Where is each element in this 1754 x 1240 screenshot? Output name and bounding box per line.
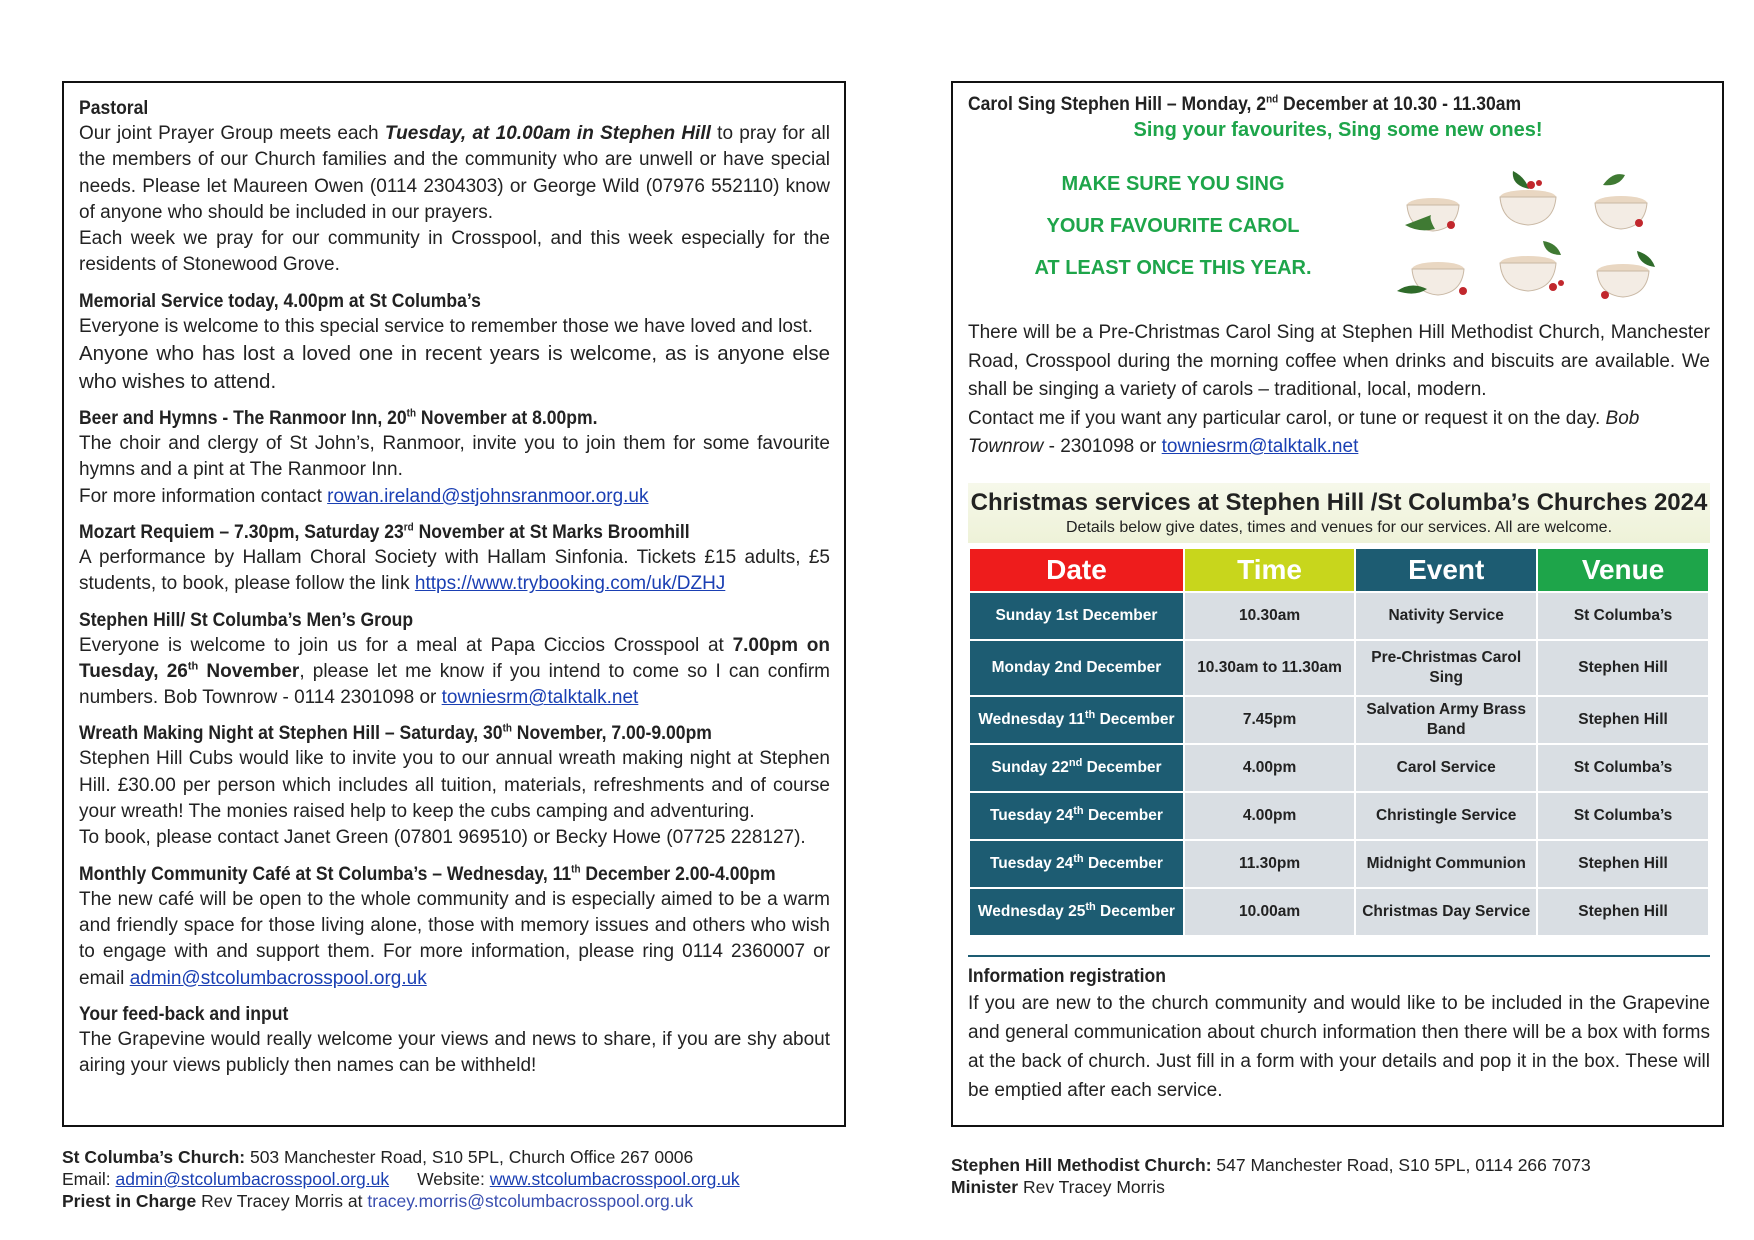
table-row bbox=[969, 840, 1709, 888]
memorial-section bbox=[79, 288, 830, 396]
table-row bbox=[969, 696, 1709, 744]
right-panel bbox=[951, 81, 1724, 1127]
feedback-title: Your feed-back and input bbox=[79, 1002, 289, 1025]
stephen-hill-address: Stephen Hill Methodist Church: 547 Manchester Road, S10 5PL, 0114 266 7073 bbox=[951, 1155, 1591, 1175]
beer-hymns-title: Beer and Hymns - The Ranmoor Inn, 20th November at 8.00pm. bbox=[79, 407, 598, 430]
service-venue: Stephen Hill bbox=[1537, 888, 1709, 936]
pastoral-section bbox=[79, 95, 830, 279]
memorial-title: Memorial Service today, 4.00pm at St Columba’s bbox=[79, 289, 481, 312]
memorial-text-2: Anyone who has lost a loved one in recent years is welcome, as is anyone else who wishes to attend. bbox=[79, 342, 830, 394]
table-row bbox=[969, 792, 1709, 840]
cup-icon bbox=[1597, 251, 1655, 299]
service-date: Wednesday 11th December bbox=[969, 696, 1184, 744]
mens-group-section bbox=[79, 607, 830, 712]
wreath-section bbox=[79, 720, 830, 851]
service-date: Sunday 22nd December bbox=[969, 744, 1184, 792]
information-registration-title: Information registration bbox=[968, 965, 1166, 987]
wreath-booking: To book, please contact Janet Green (07801 969510) or Becky Howe (07725 228127). bbox=[79, 827, 806, 849]
footer-stephen-hill bbox=[951, 1154, 1711, 1198]
beer-hymns-contact: For more information contact rowan.ireland@stjohnsranmoor.org.uk bbox=[79, 485, 649, 507]
service-event: Christmas Day Service bbox=[1355, 888, 1537, 936]
footer-st-columbas bbox=[62, 1146, 822, 1212]
service-venue: St Columba’s bbox=[1537, 792, 1709, 840]
christmas-coffee-cups-image bbox=[1393, 163, 1663, 311]
service-time: 7.45pm bbox=[1184, 696, 1355, 744]
priest-in-charge: Priest in Charge Rev Tracey Morris at tracey.morris@stcolumbacrosspool.org.uk bbox=[62, 1191, 694, 1211]
service-venue: St Columba’s bbox=[1537, 592, 1709, 640]
service-time: 4.00pm bbox=[1184, 744, 1355, 792]
ranmoor-email-link[interactable]: rowan.ireland@stjohnsranmoor.org.uk bbox=[327, 485, 649, 507]
cafe-email-link[interactable]: admin@stcolumbacrosspool.org.uk bbox=[129, 967, 427, 989]
wreath-text: Stephen Hill Cubs would like to invite you to our annual wreath making night at Stephen Hill. £30.00 per person which includes all tuition, materials, refreshments and of course your wreath! The monies raised help to keep the cubs camping and adventuring. bbox=[79, 748, 830, 823]
divider bbox=[968, 955, 1710, 957]
st-columbas-contact: Email: admin@stcolumbacrosspool.org.uk Website: www.stcolumbacrosspool.org.uk bbox=[62, 1169, 740, 1189]
service-event: Nativity Service bbox=[1355, 592, 1537, 640]
towniesrm-email-link[interactable]: towniesrm@talktalk.net bbox=[441, 687, 639, 709]
cup-icon bbox=[1595, 174, 1647, 229]
cup-icon bbox=[1397, 262, 1467, 295]
service-date: Monday 2nd December bbox=[969, 640, 1184, 696]
carol-subtitle: Sing your favourites, Sing some new ones! bbox=[1133, 119, 1543, 141]
service-time: 11.30pm bbox=[1184, 840, 1355, 888]
service-event: Christingle Service bbox=[1355, 792, 1537, 840]
cafe-title: Monthly Community Café at St Columba’s – Wednesday, 11th December 2.00-4.00pm bbox=[79, 862, 776, 885]
mozart-section bbox=[79, 519, 830, 598]
header-time: Time bbox=[1184, 548, 1355, 592]
st-columbas-email-link[interactable]: admin@stcolumbacrosspool.org.uk bbox=[115, 1169, 390, 1189]
services-banner bbox=[968, 483, 1710, 543]
mens-group-text: Everyone is welcome to join us for a meal at Papa Ciccios Crosspool at 7.00pm on Tuesday, 26th November, please let me know if you intend to come so I can confirm numbers. Bob Townrow - 0114 2301098 or towniesrm@talktalk.net bbox=[79, 634, 830, 709]
cup-icon bbox=[1405, 198, 1459, 231]
st-columbas-website-link[interactable]: www.stcolumbacrosspool.org.uk bbox=[489, 1169, 740, 1189]
service-event: Midnight Communion bbox=[1355, 840, 1537, 888]
services-table-header bbox=[969, 548, 1709, 592]
stephen-hill-minister: Minister Rev Tracey Morris bbox=[951, 1177, 1165, 1197]
services-table bbox=[968, 547, 1710, 937]
service-event: Salvation Army Brass Band bbox=[1355, 696, 1537, 744]
priest-email-link[interactable]: tracey.morris@stcolumbacrosspool.org.uk bbox=[367, 1191, 694, 1211]
wreath-title: Wreath Making Night at Stephen Hill – Saturday, 30th November, 7.00-9.00pm bbox=[79, 722, 712, 745]
service-date: Wednesday 25th December bbox=[969, 888, 1184, 936]
carol-email-link[interactable]: towniesrm@talktalk.net bbox=[1161, 436, 1359, 457]
service-time: 10.30am to 11.30am bbox=[1184, 640, 1355, 696]
carol-slogan-line-2: YOUR FAVOURITE CAROL bbox=[1046, 215, 1300, 237]
st-columbas-address: St Columba’s Church: 503 Manchester Road, S10 5PL, Church Office 267 0006 bbox=[62, 1147, 694, 1167]
header-venue: Venue bbox=[1537, 548, 1709, 592]
header-event: Event bbox=[1355, 548, 1537, 592]
service-venue: Stephen Hill bbox=[1537, 640, 1709, 696]
beer-hymns-text: The choir and clergy of St John’s, Ranmoor, invite you to join them for some favourite hymns and a pint at The Ranmoor Inn. bbox=[79, 433, 830, 481]
memorial-text: Everyone is welcome to this special service to remember those we have loved and lost. bbox=[79, 315, 813, 337]
carol-details bbox=[968, 319, 1710, 462]
service-venue: St Columba’s bbox=[1537, 744, 1709, 792]
cafe-text: The new café will be open to the whole community and is especially aimed to be a warm and friendly space for those living alone, those with memory issues and others who wish to engage with and support them. For more information, please ring 0114 2360007 or email admin@stcolumbacrosspool.org.uk bbox=[79, 888, 830, 989]
cafe-section bbox=[79, 861, 830, 992]
carol-title: Carol Sing Stephen Hill – Monday, 2nd December at 10.30 - 11.30am bbox=[968, 93, 1522, 115]
table-row bbox=[969, 744, 1709, 792]
service-venue: Stephen Hill bbox=[1537, 840, 1709, 888]
carol-slogan-line-3: AT LEAST ONCE THIS YEAR. bbox=[1034, 257, 1312, 279]
carol-slogan bbox=[993, 163, 1353, 289]
table-row bbox=[969, 888, 1709, 936]
table-row bbox=[969, 640, 1709, 696]
cup-icon bbox=[1500, 171, 1556, 225]
information-registration-section bbox=[968, 955, 1710, 1105]
service-venue: Stephen Hill bbox=[1537, 696, 1709, 744]
information-registration-text: If you are new to the church community and would like to be included in the Grapevine and general communication about church information then there will be a box with forms at the back of church. Just fill in a form with your details and pop it in the box. These will be emptied after each service. bbox=[968, 993, 1710, 1101]
service-date: Sunday 1st December bbox=[969, 592, 1184, 640]
service-date: Tuesday 24th December bbox=[969, 792, 1184, 840]
service-time: 10.30am bbox=[1184, 592, 1355, 640]
feedback-section bbox=[79, 1001, 830, 1080]
carol-slogan-line-1: MAKE SURE YOU SING bbox=[1061, 173, 1285, 195]
mozart-text: A performance by Hallam Choral Society with Hallam Sinfonia. Tickets £15 adults, £5 students, to book, please follow the link https://www.trybooking.com/uk/DZHJ bbox=[79, 546, 830, 595]
pastoral-title: Pastoral bbox=[79, 97, 149, 119]
table-row bbox=[969, 592, 1709, 640]
service-event: Pre-Christmas Carol Sing bbox=[1355, 640, 1537, 696]
mozart-title: Mozart Requiem – 7.30pm, Saturday 23rd November at St Marks Broomhill bbox=[79, 520, 690, 543]
services-title: Christmas services at Stephen Hill /St Columba’s Churches 2024 bbox=[970, 489, 1708, 516]
mens-group-title: Stephen Hill/ St Columba’s Men’s Group bbox=[79, 608, 414, 631]
beer-hymns-section bbox=[79, 405, 830, 510]
carol-description: There will be a Pre-Christmas Carol Sing at Stephen Hill Methodist Church, Manchester Road, Crosspool during the morning coffee when drinks and biscuits are available. We shall be singing a variety of carols – traditional, local, modern. bbox=[968, 322, 1710, 400]
feedback-text: The Grapevine would really welcome your views and news to share, if you are shy about airing your views publicly then names can be withheld! bbox=[79, 1028, 830, 1077]
service-time: 4.00pm bbox=[1184, 792, 1355, 840]
service-time: 10.00am bbox=[1184, 888, 1355, 936]
pastoral-text: Our joint Prayer Group meets each Tuesday, at 10.00am in Stephen Hill to pray for all the members of our Church families and the community who are unwell or have special needs. Please let Maureen Owen (0114 2304303) or George Wild (07976 552110) know of anyone who should be included in our prayers. bbox=[79, 123, 830, 223]
trybooking-link[interactable]: https://www.trybooking.com/uk/DZHJ bbox=[414, 573, 726, 595]
service-date: Tuesday 24th December bbox=[969, 840, 1184, 888]
carol-contact: Contact me if you want any particular carol, or tune or request it on the day. Bob Townrow - 2301098 or towniesrm@talktalk.net bbox=[968, 407, 1640, 457]
left-panel bbox=[62, 81, 846, 1127]
service-event: Carol Service bbox=[1355, 744, 1537, 792]
services-subtitle: Details below give dates, times and venues for our services. All are welcome. bbox=[1065, 519, 1613, 536]
header-date: Date bbox=[969, 548, 1184, 592]
pastoral-text-2: Each week we pray for our community in Crosspool, and this week especially for the residents of Stonewood Grove. bbox=[79, 228, 830, 276]
cup-icon bbox=[1500, 241, 1564, 291]
